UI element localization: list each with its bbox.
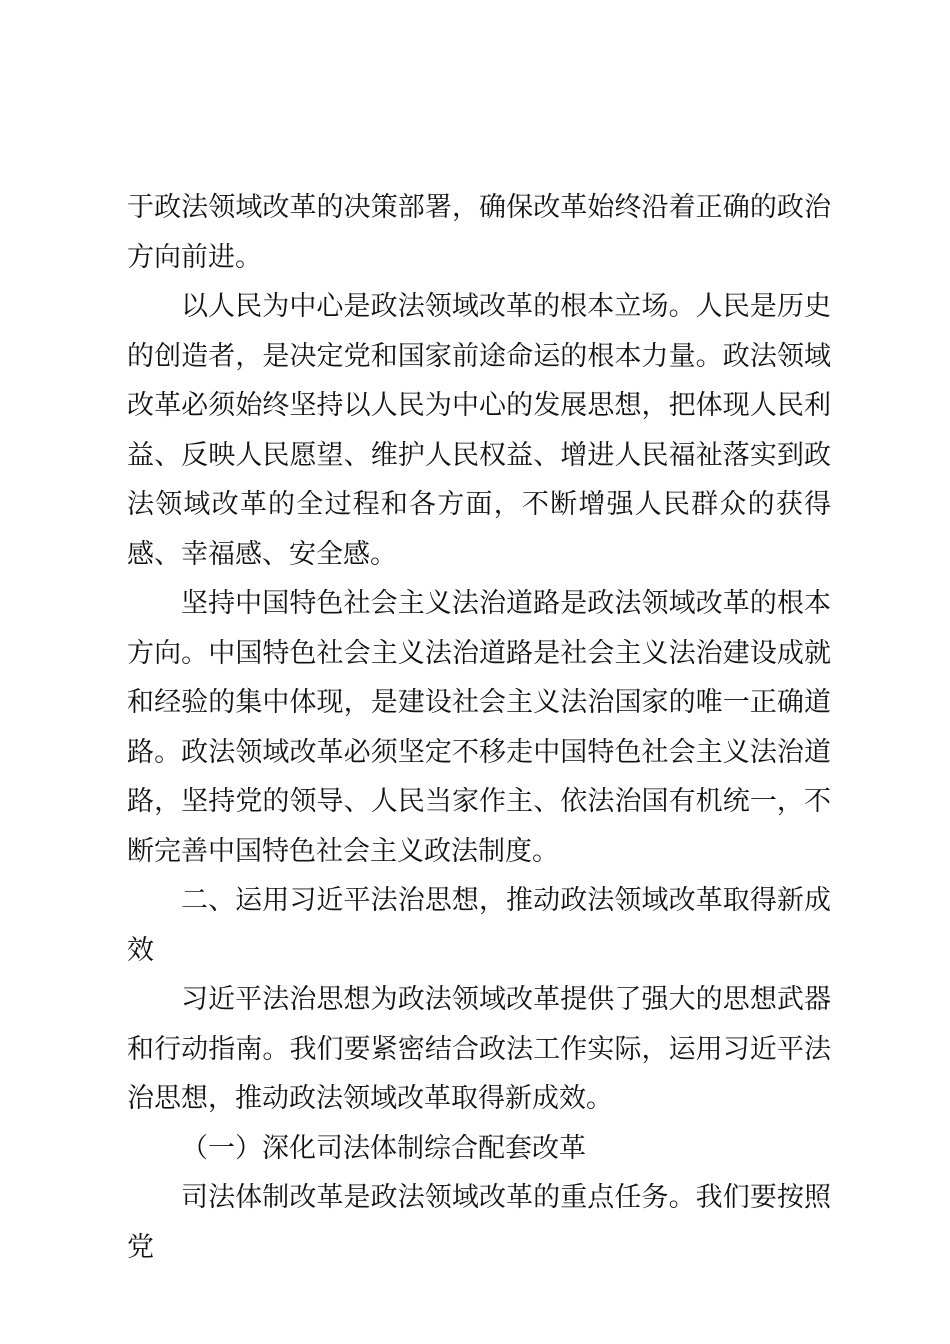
paragraph-rule-of-law-path: 坚持中国特色社会主义法治道路是政法领域改革的根本方向。中国特色社会主义法治道路是社会主义法治建设成就和经验的集中体现，是建设社会主义法治国家的唯一正确道路。政法领域改革必须坚定不移走中国特色社会主义法治道路，坚持党的领导、人民当家作主、依法治国有机统一，不断完善中国特色社会主义政法制度。 (127, 588, 831, 867)
document-body (127, 183, 831, 1272)
section-heading-two: 二、运用习近平法治思想，推动政法领域改革取得新成效 (127, 885, 831, 966)
subsection-heading-one: （一）深化司法体制综合配套改革 (181, 1132, 586, 1164)
paragraph-continuation: 于政法领域改革的决策部署，确保改革始终沿着正确的政治方向前进。 (127, 192, 831, 273)
paragraph-judicial-reform: 司法体制改革是政法领域改革的重点任务。我们要按照党 (127, 1182, 831, 1263)
paragraph-thought-guidance: 习近平法治思想为政法领域改革提供了强大的思想武器和行动指南。我们要紧密结合政法工作实际，运用习近平法治思想，推动政法领域改革取得新成效。 (127, 984, 831, 1114)
paragraph-people-centered: 以人民为中心是政法领域改革的根本立场。人民是历史的创造者，是决定党和国家前途命运的根本力量。政法领域改革必须始终坚持以人民为中心的发展思想，把体现人民利益、反映人民愿望、维护人民权益、增进人民福祉落实到政法领域改革的全过程和各方面，不断增强人民群众的获得感、幸福感、安全感。 (127, 291, 831, 570)
